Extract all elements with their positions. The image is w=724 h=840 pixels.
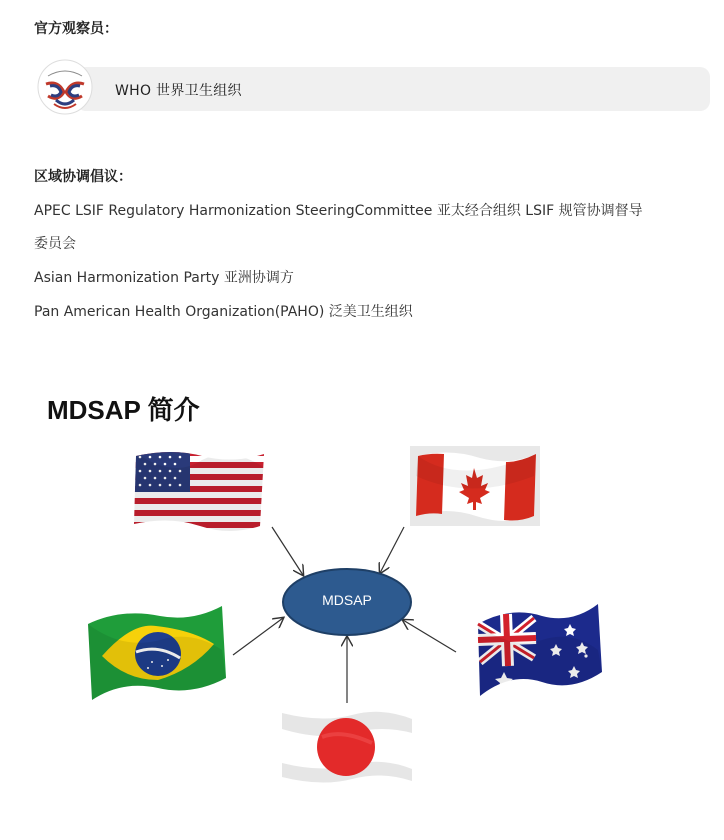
canada-flag-icon — [410, 446, 540, 526]
observer-heading: 官方观察员： — [34, 21, 118, 37]
mdsap-title: MDSAP 简介 — [47, 395, 200, 425]
regional-line-apec-cont: 委员会 — [34, 236, 76, 252]
regional-line-asian: Asian Harmonization Party 亚洲协调方 — [34, 270, 294, 286]
japan-flag-icon — [282, 703, 412, 791]
observer-who-label: WHO 世界卫生组织 — [115, 83, 242, 99]
brazil-flag-icon — [82, 600, 230, 710]
regional-heading: 区域协调倡议： — [34, 169, 132, 185]
regional-line-paho: Pan American Health Organization(PAHO) 泛美卫生组织 — [34, 304, 413, 320]
australia-flag-icon — [474, 600, 604, 700]
mdsap-center-label: MDSAP — [322, 592, 372, 608]
arrow-brazil — [233, 618, 283, 655]
usa-flag-icon — [132, 450, 268, 532]
regional-line-apec: APEC LSIF Regulatory Harmonization SteeringCommittee 亚太经合组织 LSIF 规管协调督导 — [34, 203, 643, 219]
